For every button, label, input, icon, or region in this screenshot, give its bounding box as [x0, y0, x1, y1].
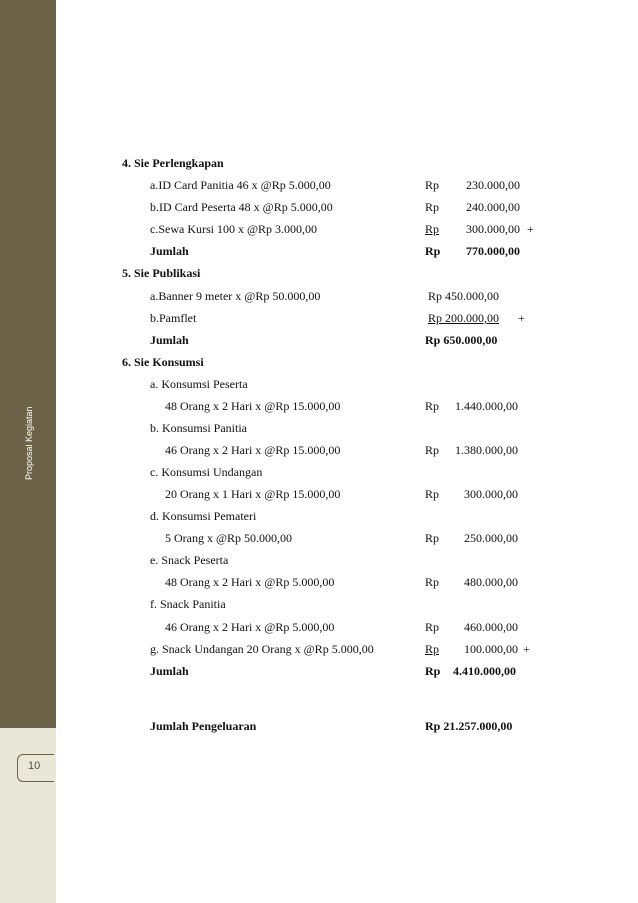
section5-item-desc: a.Banner 9 meter x @Rp 50.000,00 [150, 289, 321, 303]
sidebar-band [0, 0, 56, 728]
sidebar-label: Proposal Kegiatan [24, 406, 34, 480]
grand-total-amount: Rp 21.257.000,00 [425, 719, 513, 733]
section5-heading: 5. Sie Publikasi [122, 266, 201, 280]
section4-total-label: Jumlah [150, 244, 189, 258]
sum-plus: + [527, 222, 534, 236]
section6-item-desc: 20 Orang x 1 Hari x @Rp 15.000,00 [165, 487, 341, 501]
page-number: 10 [28, 760, 41, 772]
section6-item-cur: Rp [425, 487, 440, 501]
section6-total-label: Jumlah [150, 664, 189, 678]
section6-item-desc: g. Snack Undangan 20 Orang x @Rp 5.000,00 [150, 642, 374, 656]
section4-item-desc: c.Sewa Kursi 100 x @Rp 3.000,00 [150, 222, 318, 236]
section6-item-desc: 46 Orang x 2 Hari x @Rp 15.000,00 [165, 443, 341, 457]
sum-plus: + [518, 311, 525, 325]
section4-item-cur: Rp [425, 178, 440, 192]
section6-item-desc: 48 Orang x 2 Hari x @Rp 5.000,00 [165, 575, 335, 589]
section4-total-cur: Rp [425, 244, 441, 258]
section4-total-amt: 770.000,00 [466, 244, 520, 258]
section6-item-label: e. Snack Peserta [150, 553, 229, 567]
section4-item-cur: Rp [425, 200, 440, 214]
section6-total-cur: Rp [425, 664, 441, 678]
section6-item-desc: 48 Orang x 2 Hari x @Rp 15.000,00 [165, 399, 341, 413]
section6-item-desc: 46 Orang x 2 Hari x @Rp 5.000,00 [165, 620, 335, 634]
section5-total-label: Jumlah [150, 333, 189, 347]
section6-item-label: d. Konsumsi Pemateri [150, 509, 257, 523]
section5-item-amt: Rp 450.000,00 [428, 289, 500, 303]
section4-item-amt: 240.000,00 [466, 200, 520, 214]
section6-total-amt: 4.410.000,00 [453, 664, 516, 678]
section6-item-label: f. Snack Panitia [150, 597, 226, 611]
section4-heading: 4. Sie Perlengkapan [122, 156, 224, 170]
section6-item-amt: 460.000,00 [464, 620, 518, 634]
section6-item-amt: 480.000,00 [464, 575, 518, 589]
section6-item-cur: Rp [425, 399, 440, 413]
section6-item-desc: 5 Orang x @Rp 50.000,00 [165, 531, 293, 545]
sum-plus: + [523, 642, 530, 656]
section4-item-desc: b.ID Card Peserta 48 x @Rp 5.000,00 [150, 200, 333, 214]
section6-item-label: b. Konsumsi Panitia [150, 421, 248, 435]
section6-item-label: a. Konsumsi Peserta [150, 377, 248, 391]
section6-item-cur: Rp [425, 531, 440, 545]
section6-item-cur: Rp 100.000,00 [425, 642, 518, 656]
section4-item-cur: Rp 300.000,00 [425, 222, 520, 236]
section6-item-cur: Rp [425, 620, 440, 634]
section6-item-cur: Rp [425, 443, 440, 457]
section5-total-amt: Rp 650.000,00 [425, 333, 498, 347]
section6-item-amt: 250.000,00 [464, 531, 518, 545]
section6-item-amt: 100.000,00 [464, 642, 518, 656]
section5-item-desc: b.Pamflet [150, 311, 197, 325]
section4-item-desc: a.ID Card Panitia 46 x @Rp 5.000,00 [150, 178, 331, 192]
section5-item-amt: Rp 200.000,00 [428, 311, 500, 325]
section4-item-amt: 230.000,00 [466, 178, 520, 192]
section4-item-amt: 300.000,00 [466, 222, 520, 236]
section6-item-label: c. Konsumsi Undangan [150, 465, 263, 479]
grand-total-label: Jumlah Pengeluaran [150, 719, 257, 733]
section6-item-amt: 1.440.000,00 [455, 399, 518, 413]
section6-item-amt: 1.380.000,00 [455, 443, 518, 457]
section6-heading: 6. Sie Konsumsi [122, 355, 204, 369]
section6-item-cur: Rp [425, 575, 440, 589]
section6-item-amt: 300.000,00 [464, 487, 518, 501]
